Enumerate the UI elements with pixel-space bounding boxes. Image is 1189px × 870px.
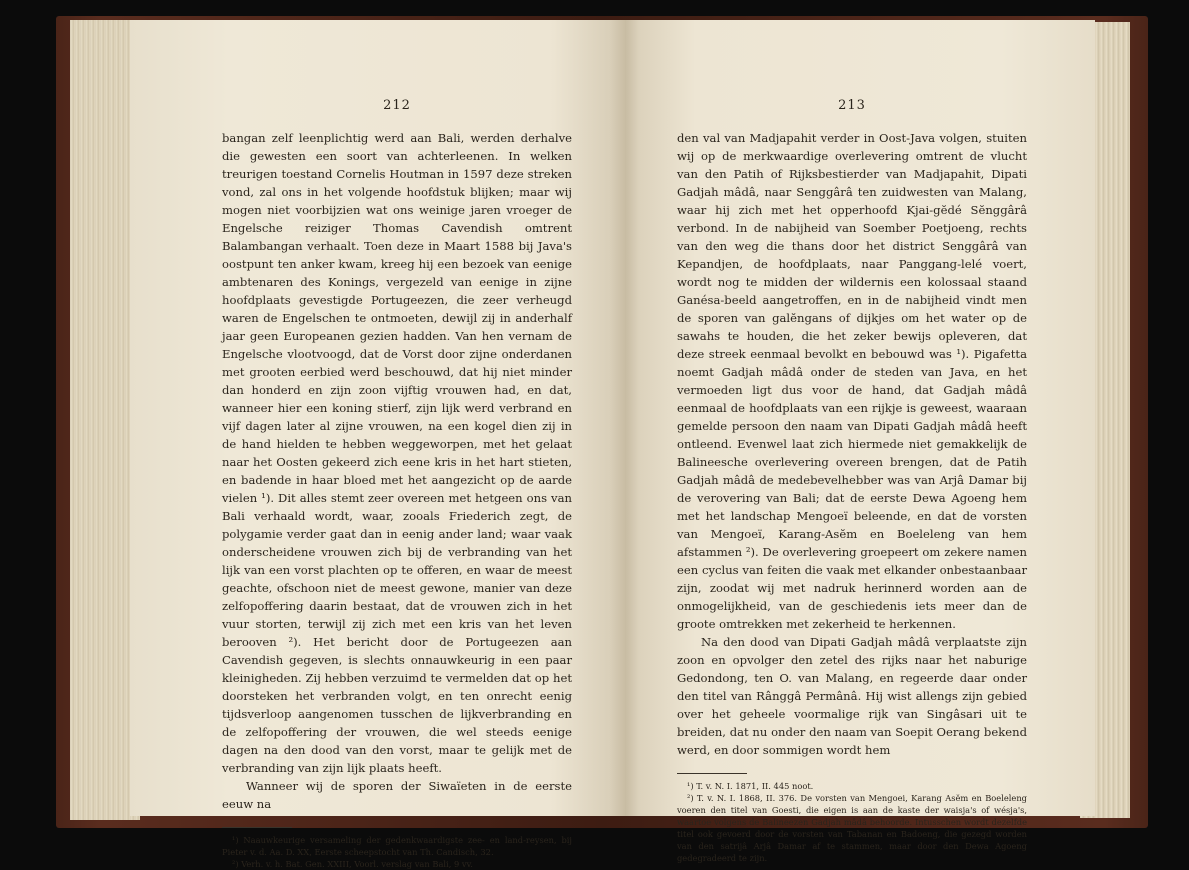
footnote-divider-left [222, 827, 292, 828]
right-footnote-1: ¹) T. v. N. I. 1871, II. 445 noot. [687, 781, 814, 791]
right-body-text [677, 129, 1027, 759]
left-paragraph-1: bangan zelf leenplichtig werd aan Bali, werden derhalve die gewesten een soort van achterleenen. In welken treurigen toestand Cornelis Houtman in 1597 deze streken vond, zal ons in het volgende hoofdstuk blijken; maar wij mogen niet voorbijzien wat ons weinige jaren vroeger de Engelsche reiziger Thomas Cavendish omtrent Balambangan verhaalt. Toen deze in Maart 1588 bij Java's oostpunt ten anker kwam, kreeg hij een bezoek van eenige ambtenaren des Konings, vergezeld van eenige in zijne hoofdplaats gevestigde Portugeezen, die zeer verheugd waren de Engelschen te ontmoeten, dewijl zij in anderhalf jaar geen Europeanen gezien hadden. Van hen vernam de Engelsche vlootvoogd, dat de Vorst door zijne onderdanen met grooten eerbied werd beschouwd, dat hij niet minder dan honderd en zijn zoon vijftig vrouwen had, en dat, wanneer hier een koning stierf, zijn lijk werd verbrand en vijf dagen later al zijne vrouwen, na een kogel dien zij in de hand hielden te hebben weggeworpen, met het gelaat naar het Oosten gekeerd zich eene kris in het hart stieten, en badende in haar bloed met het aangezicht op de aarde vielen ¹). Dit alles stemt zeer overeen met hetgeen ons van Bali verhaald wordt, waar, zooals Friederich zegt, de polygamie verder gaat dan in eenig ander land; waar vaak onderscheidene vrouwen zich bij de verbranding van het lijk van een vorst plachten op te offeren, en waar de meest geachte, ofschoon niet de meest gewone, manier van deze zelfopoffering daarin bestaat, dat de vrouwen zich in het vuur storten, terwijl zij zich met een kris van het leven berooven ²). Het bericht door de Portugeezen aan Cavendish gegeven, is slechts onnauwkeurig in een paar kleinigheden. Zij hebben verzuimd te vermelden dat op het doorsteken het verbranden volgt, en ten onrecht eenig tijdsverloop aangenomen tusschen de lijkverbranding en de zelfopoffering der vrouwen, die wel steeds eenige dagen na den dood van den vorst, maar te gelijk met de verbranding van zijn lijk plaats heeft. [222, 131, 572, 775]
right-footnote-2: ²) T. v. N. I. 1868, II. 376. De vorsten van Mengoei, Karang Asĕm en Boeleleng voeren den titel van Goesti, die eigen is aan de kaste der waisja's of wésja's, waartoe volgens de Balineezen Gadjah mâdâ behoorde. Intusschen wordt dezelfde titel ook gevoerd door de vorsten van Tabanan en Badoeng, die gezegd worden van den satrijâ Arjâ Damar af te stammen, maar door den Dewa Agoeng gedegradeerd te zijn. [677, 793, 1027, 863]
left-paragraph-2: Wanneer wij de sporen der Siwaïeten in de eerste eeuw na [222, 779, 572, 811]
right-page [625, 20, 1095, 863]
footnote-divider-right [677, 773, 747, 774]
left-page [130, 20, 625, 869]
page-number-left: 212 [383, 98, 411, 113]
right-footnotes [677, 780, 1027, 864]
left-footnote-1: ¹) Naauwkeurige versameling der gedenkwaardigste zee- en land-reysen, bij Pieter v. d. Aa. D. XX, Eerste scheepstocht van Th. Candisch, 32. [222, 835, 572, 857]
right-paragraph-2: Na den dood van Dipati Gadjah mâdâ verplaatste zijn zoon en opvolger den zetel des rijks naar het naburige Gedondong, ten O. van Malang, en regeerde daar onder den titel van Rânggâ Permânâ. Hij wist allengs zijn gebied over het geheele voormalige rijk van Singâsari uit te breiden, dat nu onder den naam van Soepit Oerang bekend werd, en door sommigen wordt hem [677, 635, 1027, 757]
page-number-right: 213 [838, 98, 866, 113]
left-footnote-2: ²) Verh. v. h. Bat. Gen. XXIII, Voorl. verslag van Bali, 9 vv. [232, 859, 473, 869]
right-paragraph-1: den val van Madjapahit verder in Oost-Java volgen, stuiten wij op de merkwaardige overlevering omtrent de vlucht van den Patih of Rijksbestierder van Madjapahit, Dipati Gadjah mâdâ, naar Senggârâ ten zuidwesten van Malang, waar hij zich met het opperhoofd Kjai-gĕdé Sĕnggârâ verbond. In de nabijheid van Soember Poetjoeng, rechts van den weg die thans door het district Senggârâ van Kepandjen, de hoofdplaats, naar Panggang-lelé voert, wordt nog te midden der wildernis een kolossaal staand Ganésa-beeld aangetroffen, en in de nabijheid vindt men de sporen van galĕngans of dijkjes om het water op de sawahs te houden, die het zeker bewijs opleveren, dat deze streek eenmaal bevolkt en bebouwd was ¹). Pigafetta noemt Gadjah mâdâ onder de steden van Java, en het vermoeden ligt dus voor de hand, dat Gadjah mâdâ eenmaal de hoofdplaats van een rijkje is geweest, waaraan gemelde persoon den naam van Dipati Gadjah mâdâ heeft ontleend. Evenwel laat zich hiermede niet gemakkelijk de Balineesche overlevering overeen brengen, dat de Patih Gadjah mâdâ de medebevelhebber was van Arjâ Damar bij de verovering van Bali; dat de eerste Dewa Agoeng hem met het landschap Mengoeï beleende, en dat de vorsten van Mengoeï, Karang-Asĕm en Boeleleng van hem afstammen ²). De overlevering groepeert om zekere namen een cyclus van feiten die vaak met elkander onbestaanbaar zijn, zoodat wij met nadruk herinnerd worden aan de onmogelijkheid, van de geschiedenis iets meer dan de groote omtrekken met zekerheid te herkennen. [677, 131, 1027, 631]
left-body-text [222, 129, 572, 813]
left-footnotes [222, 834, 572, 870]
